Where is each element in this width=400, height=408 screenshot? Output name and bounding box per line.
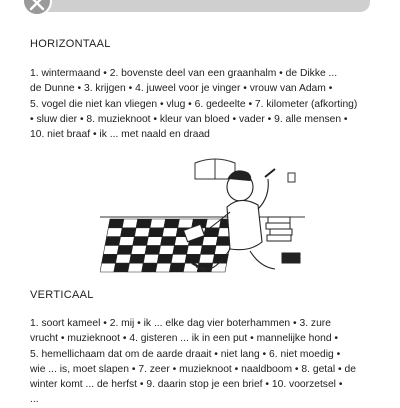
floor-tile bbox=[145, 246, 161, 255]
floor-tile bbox=[206, 219, 222, 228]
vertical-heading: VERTICAAL bbox=[30, 289, 94, 301]
floor-tile bbox=[117, 246, 133, 255]
floor-tile bbox=[178, 219, 194, 228]
floor-tile bbox=[187, 246, 203, 255]
floor-tile bbox=[150, 219, 166, 228]
floor-tile bbox=[204, 228, 220, 237]
floor-tile bbox=[129, 254, 145, 263]
floor-tile bbox=[100, 263, 116, 272]
floor-tile bbox=[128, 263, 144, 272]
vertical-clues bbox=[30, 316, 375, 408]
clue-line: • sluw dier • 8. muzieknoot • kleur van bloed • vader • 9. alle mensen • bbox=[30, 113, 348, 125]
floor-tile bbox=[159, 246, 175, 255]
tile-stack bbox=[266, 217, 300, 263]
floor-tile bbox=[164, 219, 180, 228]
floor-tile bbox=[185, 254, 201, 263]
floor-tile bbox=[136, 219, 152, 228]
clue-line: vrucht • muzieknoot • 4. gisteren ... ik in een put • mannelijke hond • bbox=[30, 333, 339, 345]
clue-line: 5. hemellichaam dat om de aarde draait • niet lang • 6. niet moedig • bbox=[30, 348, 341, 360]
clue-line: de Dunne • 3. krijgen • 4. juweel voor je vinger • vrouw van Adam • bbox=[30, 83, 333, 95]
clue-line: 10. niet braaf • ik ... met naald en draad bbox=[30, 129, 210, 141]
floor-tile bbox=[147, 237, 163, 246]
clue-line: 1. wintermaand • 2. bovenste deel van een graanhalm • de Dikke ... bbox=[30, 68, 338, 79]
floor-tile bbox=[201, 246, 217, 255]
floor-tiles bbox=[100, 219, 235, 272]
floor-tile bbox=[131, 246, 147, 255]
floor-tile bbox=[161, 237, 177, 246]
horizontal-heading: HORIZONTAAL bbox=[30, 38, 111, 50]
floor-tile bbox=[157, 254, 173, 263]
floor-tile bbox=[133, 237, 149, 246]
floor-tile bbox=[173, 246, 189, 255]
floor-tile bbox=[107, 228, 123, 237]
clue-line: winter komt ... de herfst • 9. daarin stop je een brief • 10. voorzetsel • bbox=[30, 379, 343, 391]
floor-tile bbox=[148, 228, 164, 237]
clue-line: wie ... is, moet slapen • 7. zeer • muzieknoot • naaldboom • 8. getal • de bbox=[30, 363, 356, 375]
floor-tile bbox=[156, 263, 172, 272]
clue-line: ... bbox=[30, 394, 39, 406]
header-band bbox=[30, 0, 370, 12]
floor-tile bbox=[143, 254, 159, 263]
tiler-boy-illustration bbox=[100, 157, 305, 279]
floor-tile bbox=[103, 246, 119, 255]
floor-tile bbox=[114, 263, 130, 272]
floor-tile bbox=[134, 228, 150, 237]
floor-tile bbox=[171, 254, 187, 263]
puzzle-logo-icon bbox=[22, 0, 52, 16]
floor-tile bbox=[122, 219, 138, 228]
horizontal-clues bbox=[30, 66, 375, 142]
floor-tile bbox=[169, 263, 185, 272]
floor-tile bbox=[202, 237, 218, 246]
header-bar bbox=[0, 0, 400, 16]
floor-tile bbox=[121, 228, 137, 237]
floor-tile bbox=[162, 228, 178, 237]
floor-tile bbox=[119, 237, 135, 246]
floor-tile bbox=[102, 254, 118, 263]
floor-tile bbox=[142, 263, 158, 272]
floor-tile bbox=[108, 219, 124, 228]
clue-line: 5. vogel die niet kan vliegen • vlug • 6. gedeelte • 7. kilometer (afkorting) bbox=[30, 98, 358, 110]
floor-tile bbox=[116, 254, 132, 263]
clue-line: 1. soort kameel • 2. mij • ik ... elke dag vier boterhammen • 3. zure bbox=[30, 318, 331, 329]
floor-tile bbox=[105, 237, 121, 246]
floor-tile bbox=[199, 254, 215, 263]
